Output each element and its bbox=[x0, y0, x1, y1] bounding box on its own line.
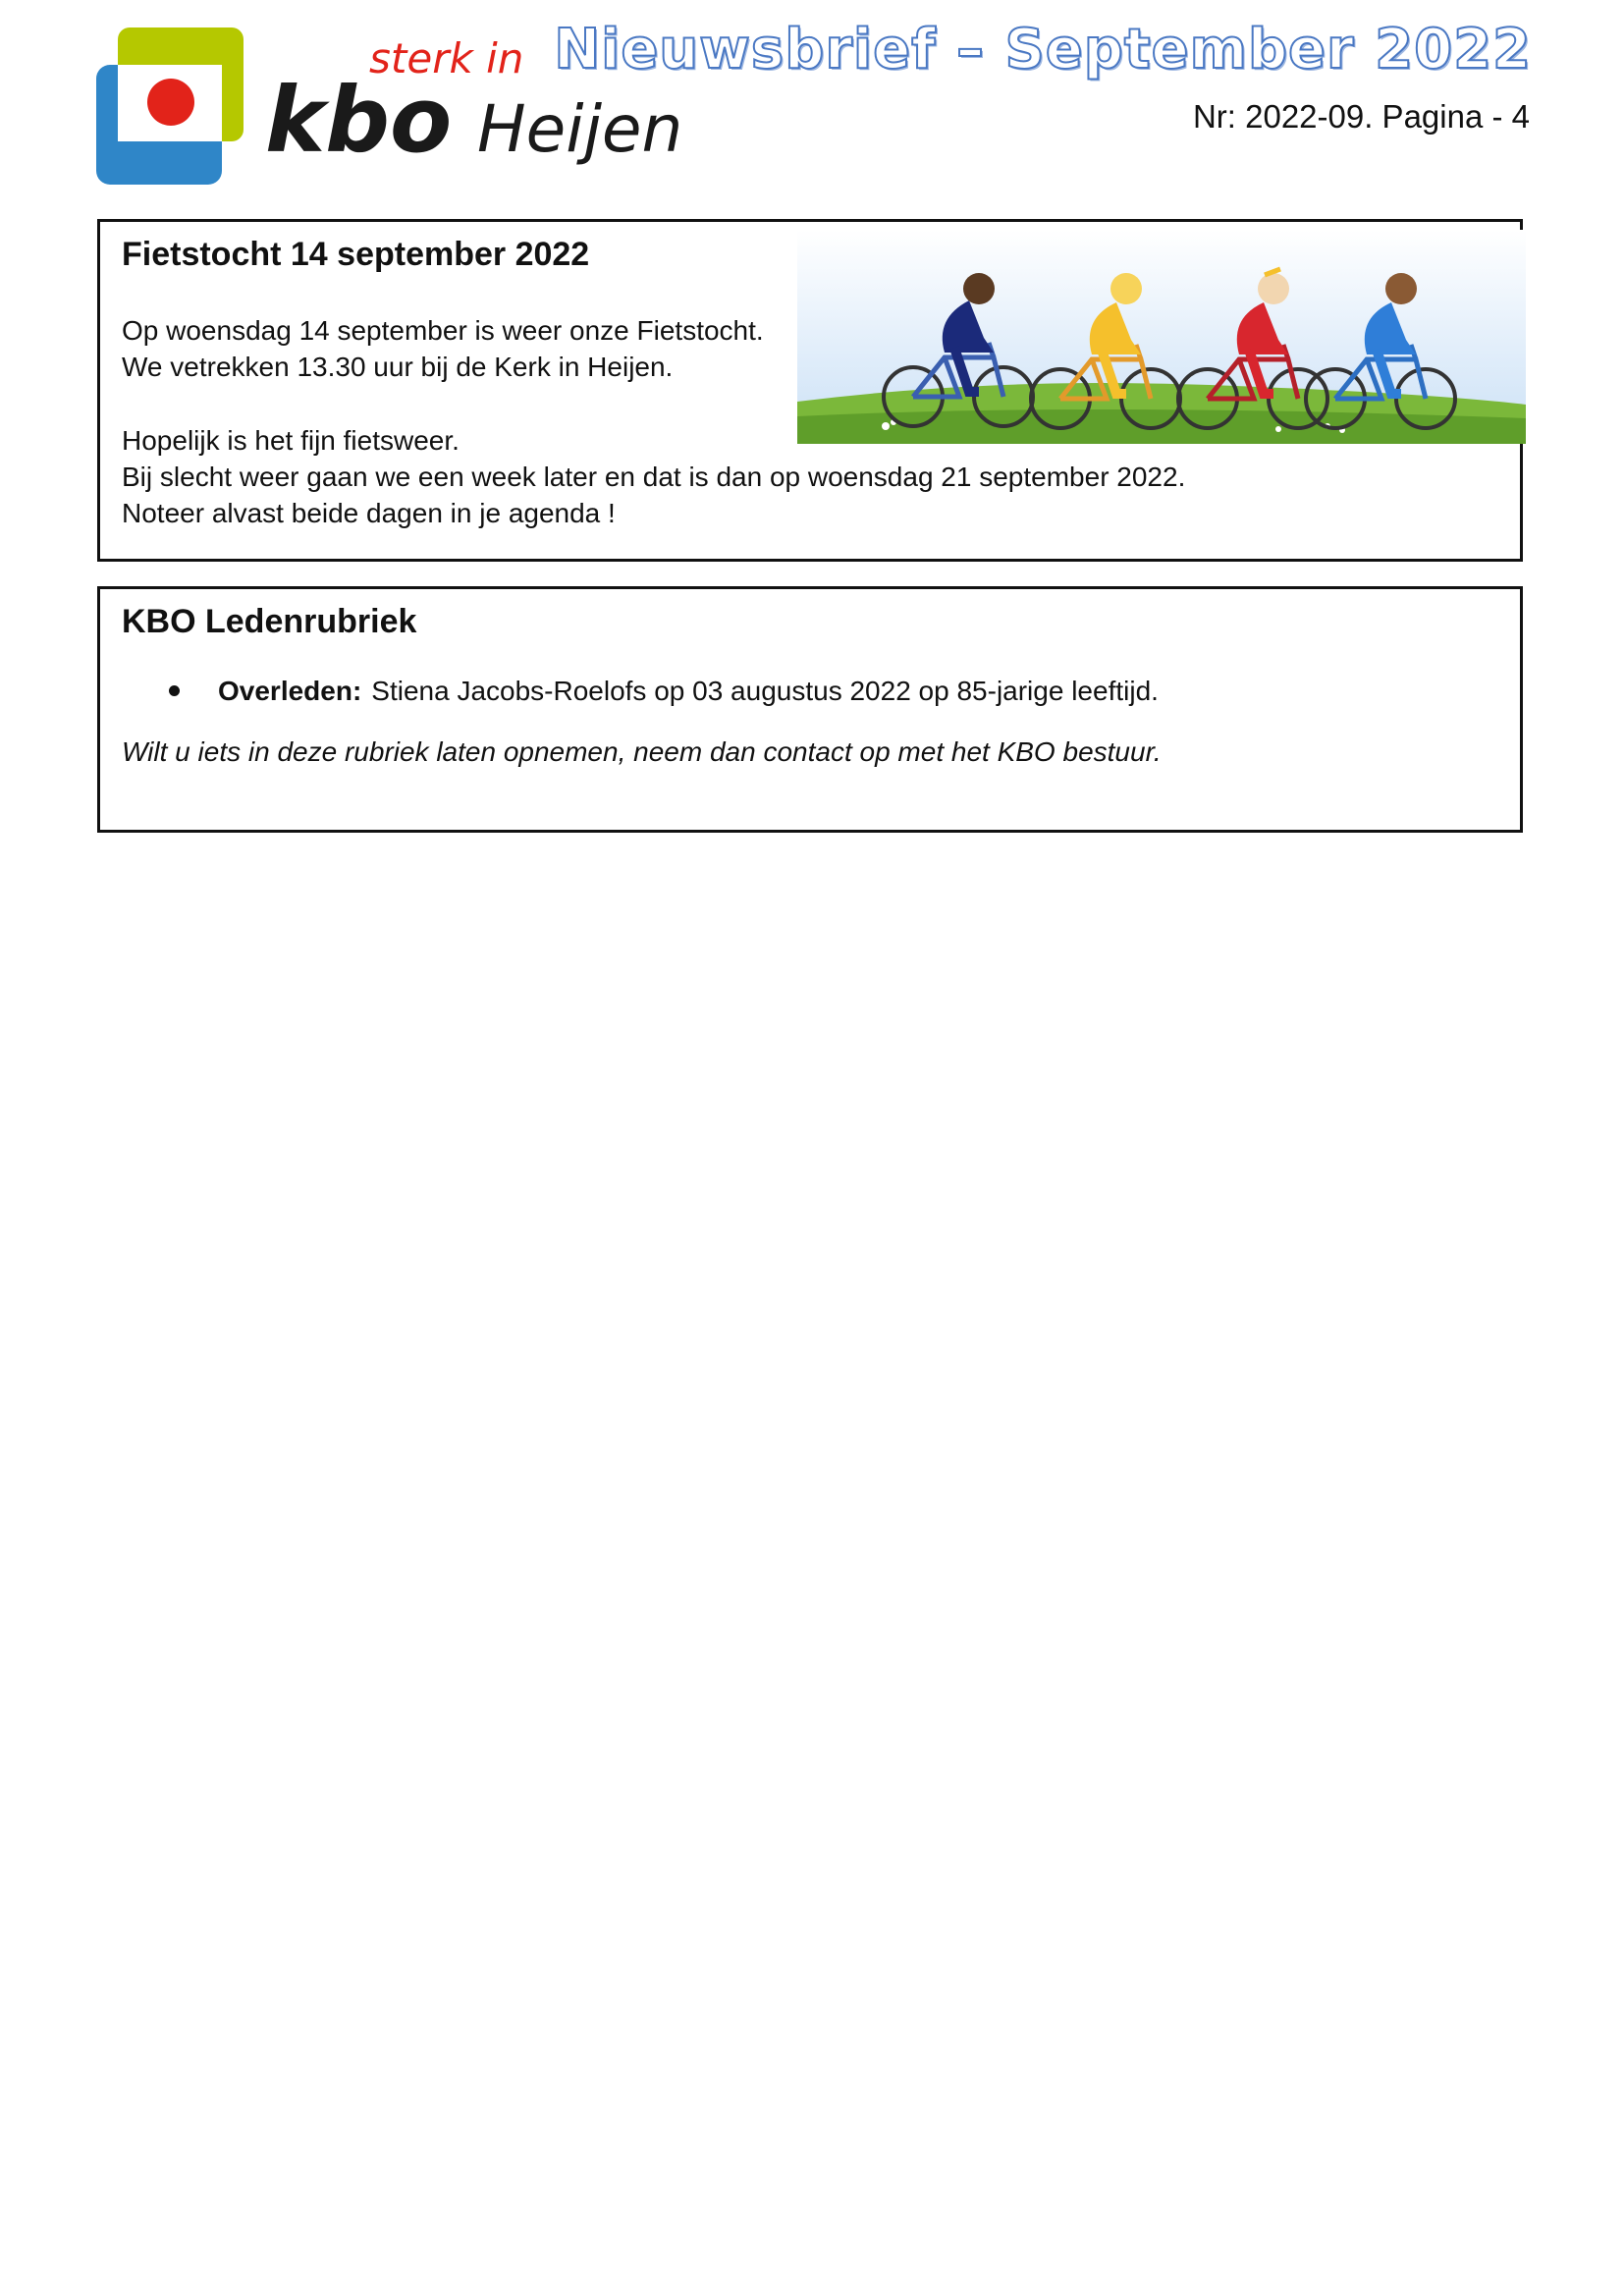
fietstocht-section bbox=[97, 219, 1523, 562]
four-cyclists-illustration bbox=[797, 230, 1526, 444]
ledenrubriek-section bbox=[97, 586, 1523, 833]
ledenrubriek-note: Wilt u iets in deze rubriek laten opnemen, neem dan contact op met het KBO bestuur. bbox=[122, 736, 1162, 767]
bullet-icon bbox=[169, 685, 180, 696]
text-line: We vetrekken 13.30 uur bij de Kerk in Heijen. bbox=[122, 352, 674, 382]
item-text: Stiena Jacobs-Roelofs op 03 augustus 2022 op 85-jarige leeftijd. bbox=[371, 676, 1159, 706]
logo-brand: kbo bbox=[265, 68, 453, 173]
logo-place: Heijen bbox=[477, 91, 683, 167]
issue-number: Nr: 2022-09. Pagina - 4 bbox=[1192, 98, 1530, 135]
list-item bbox=[169, 676, 1159, 707]
text-line: Noteer alvast beide dagen in je agenda ! bbox=[122, 498, 616, 528]
fietstocht-title: Fietstocht 14 september 2022 bbox=[122, 236, 590, 273]
newsletter-title: Nieuwsbrief – September 2022 bbox=[554, 18, 1532, 82]
text-line: Hopelijk is het fijn fietsweer. bbox=[122, 425, 460, 456]
ledenrubriek-title: KBO Ledenrubriek bbox=[122, 603, 417, 640]
item-label: Overleden: bbox=[218, 676, 362, 706]
text-line: Op woensdag 14 september is weer onze Fietstocht. bbox=[122, 315, 764, 346]
fietstocht-paragraph-2 bbox=[122, 422, 1185, 531]
logo-tagline: sterk in bbox=[369, 34, 524, 82]
fietstocht-paragraph-1 bbox=[122, 312, 764, 385]
text-line: Bij slecht weer gaan we een week later en dat is dan op woensdag 21 september 2022. bbox=[122, 462, 1186, 492]
